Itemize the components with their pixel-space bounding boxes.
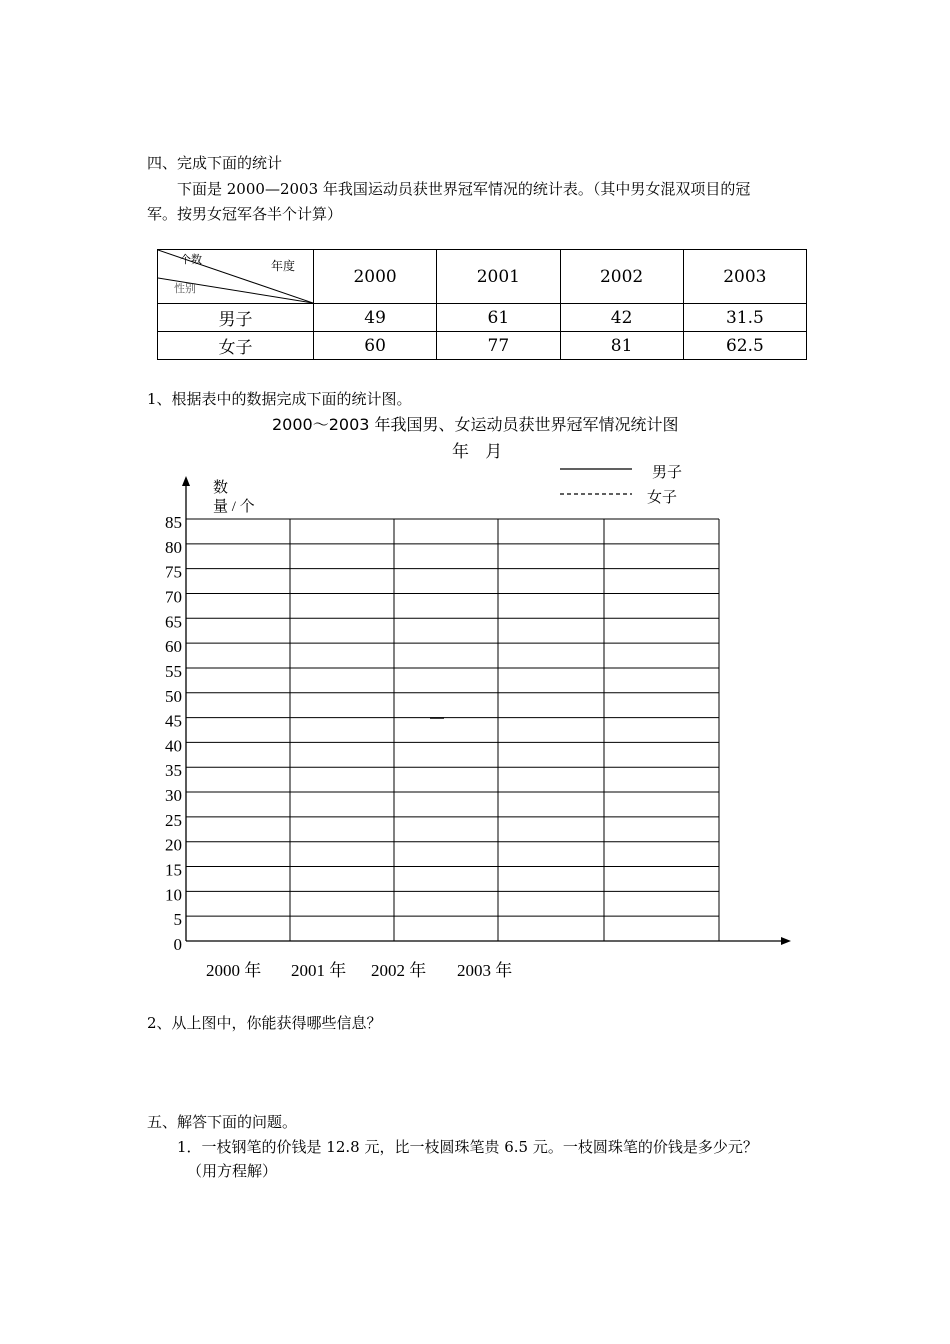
year-header: 2000	[314, 250, 437, 304]
section-4-intro-line2: 军。按男女冠军各半个计算）	[147, 205, 343, 223]
y-tick-label: 60	[165, 637, 182, 657]
x-axis-label: 2002 年	[371, 961, 427, 980]
table-cell: 31.5	[683, 304, 806, 332]
problem-1-line1: 1．一枝钢笔的价钱是 12.8 元，比一枝圆珠笔贵 6.5 元。一枝圆珠笔的价钱是多少元？	[177, 1138, 758, 1156]
chart-subtitle: 年 月	[452, 442, 503, 462]
table-cell: 61	[437, 304, 560, 332]
x-axis-labels	[206, 960, 512, 980]
section-5-heading: 五、解答下面的问题。	[147, 1113, 298, 1131]
table-cell: 62.5	[683, 332, 806, 360]
x-axis-label: 2003 年	[457, 961, 513, 980]
problem-1-line2: （用方程解）	[187, 1162, 278, 1180]
y-tick-label: 45	[165, 711, 182, 731]
chart-title: 2000～2003 年我国男、女运动员获世界冠军情况统计图	[272, 415, 679, 434]
y-tick-label: 50	[165, 686, 182, 706]
row-label: 男子	[158, 304, 314, 332]
y-tick-label: 65	[165, 612, 182, 632]
question-1: 1、根据表中的数据完成下面的统计图。	[147, 390, 412, 408]
year-header: 2003	[683, 250, 806, 304]
y-tick-label: 25	[165, 810, 182, 830]
y-tick-label: 70	[165, 587, 182, 607]
y-axis-label-line2: 量 / 个	[213, 499, 255, 515]
y-tick-label: 75	[165, 562, 182, 582]
section-4-heading: 四、完成下面的统计	[147, 154, 283, 172]
year-header: 2002	[560, 250, 683, 304]
chart-legend	[560, 464, 682, 506]
y-axis-arrow	[182, 476, 190, 486]
x-axis-label: 2000 年	[206, 961, 262, 980]
y-tick-label: 0	[173, 935, 182, 954]
y-tick-label: 30	[165, 786, 182, 806]
question-2: 2、从上图中，你能获得哪些信息？	[147, 1014, 382, 1032]
table-cell: 60	[314, 332, 437, 360]
y-tick-label: 40	[165, 736, 182, 756]
table-cell: 42	[560, 304, 683, 332]
y-tick-label: 35	[165, 761, 182, 781]
row-label: 女子	[158, 332, 314, 360]
table-corner-cell	[158, 250, 314, 304]
y-tick-label: 5	[173, 910, 182, 930]
statistics-table	[157, 249, 807, 360]
y-tick-label: 10	[165, 885, 182, 905]
y-axis-label	[213, 479, 255, 515]
section-4-intro-line1: 下面是 2000—2003 年我国运动员获世界冠军情况的统计表。（其中男女混双项目的冠	[177, 180, 751, 198]
y-tick-labels	[165, 513, 182, 954]
chart-grid	[186, 519, 719, 941]
table-cell: 81	[560, 332, 683, 360]
y-tick-label: 80	[165, 537, 182, 557]
corner-label-count: 个数	[180, 253, 202, 266]
y-tick-label: 55	[165, 661, 182, 681]
y-tick-label: 85	[165, 513, 182, 532]
legend-female-label: 女子	[647, 490, 678, 506]
x-axis-label: 2001 年	[291, 961, 347, 980]
corner-label-gender: 性别	[174, 282, 196, 295]
y-tick-label: 15	[165, 860, 182, 880]
table-cell: 77	[437, 332, 560, 360]
chart-axes	[182, 476, 791, 945]
legend-male-label: 男子	[652, 465, 683, 481]
statistics-chart	[0, 440, 950, 1000]
table-row-male	[158, 304, 807, 332]
y-axis-label-line1: 数	[213, 480, 229, 496]
table-cell: 49	[314, 304, 437, 332]
x-axis-arrow	[781, 937, 791, 945]
y-tick-label: 20	[165, 835, 182, 855]
corner-label-year: 年度	[271, 259, 296, 273]
table-header-row	[158, 250, 807, 304]
table-row-female	[158, 332, 807, 360]
year-header: 2001	[437, 250, 560, 304]
